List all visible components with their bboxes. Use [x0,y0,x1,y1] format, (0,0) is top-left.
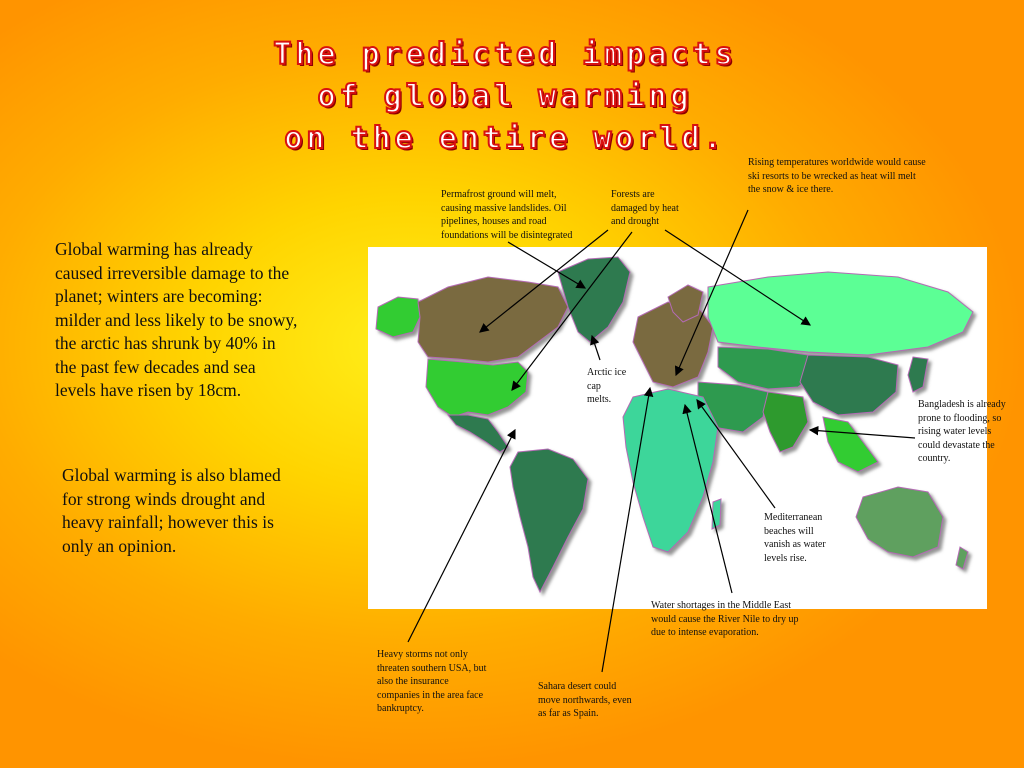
note-bangladesh: Bangladesh is already prone to flooding, so rising water levels could devastate the country. [918,399,1006,464]
region-china [800,355,898,415]
slide-title [140,34,870,160]
note-forests: Forests are damaged by heat and drought [611,189,679,227]
paragraph-damage: Global warming has already caused irreversible damage to the planet; winters are becoming: milder and less likely to be snowy, the arctic has shrunk by 40% in the past few decades and sea levels have risen by 18cm. [55,239,298,400]
region-new-zealand [956,547,968,569]
note-mediterranean: Mediterranean beaches will vanish as water levels rise. [764,512,826,564]
note-permafrost: Permafrost ground will melt, causing massive landslides. Oil pipelines, houses and road foundations will be disintegrated [441,189,573,241]
note-ski: Rising temperatures worldwide would cause ski resorts to be wrecked as heat will melt the snow & ice there. [748,157,926,195]
region-australia [856,487,943,557]
world-map-image [368,247,987,609]
region-greenland [558,257,630,342]
region-europe [633,302,713,387]
title-line-1: The predicted impacts [273,37,737,72]
title-line-3: on the entire world. [284,121,726,156]
region-russia [708,272,973,355]
region-canada [418,277,568,362]
region-madagascar [712,499,721,529]
note-storms: Heavy storms not only threaten southern USA, but also the insurance companies in the area face bankruptcy. [377,649,487,714]
region-usa [426,359,528,417]
region-alaska [376,297,420,337]
paragraph-opinion: Global warming is also blamed for strong winds drought and heavy rainfall; however this is only an opinion. [62,465,281,556]
region-india [763,392,808,452]
region-south-america [510,449,588,592]
note-nile: Water shortages in the Middle East would cause the River Nile to dry up due to intense evaporation. [651,600,799,638]
note-sahara: Sahara desert could move northwards, even as far as Spain. [538,681,632,719]
title-line-2: of global warming [317,79,693,114]
region-central-america [448,415,508,452]
region-africa [623,389,718,552]
region-japan [908,357,928,392]
note-arctic: Arctic ice cap melts. [587,367,627,405]
world-map [368,247,987,609]
region-southeast-asia [823,417,878,472]
